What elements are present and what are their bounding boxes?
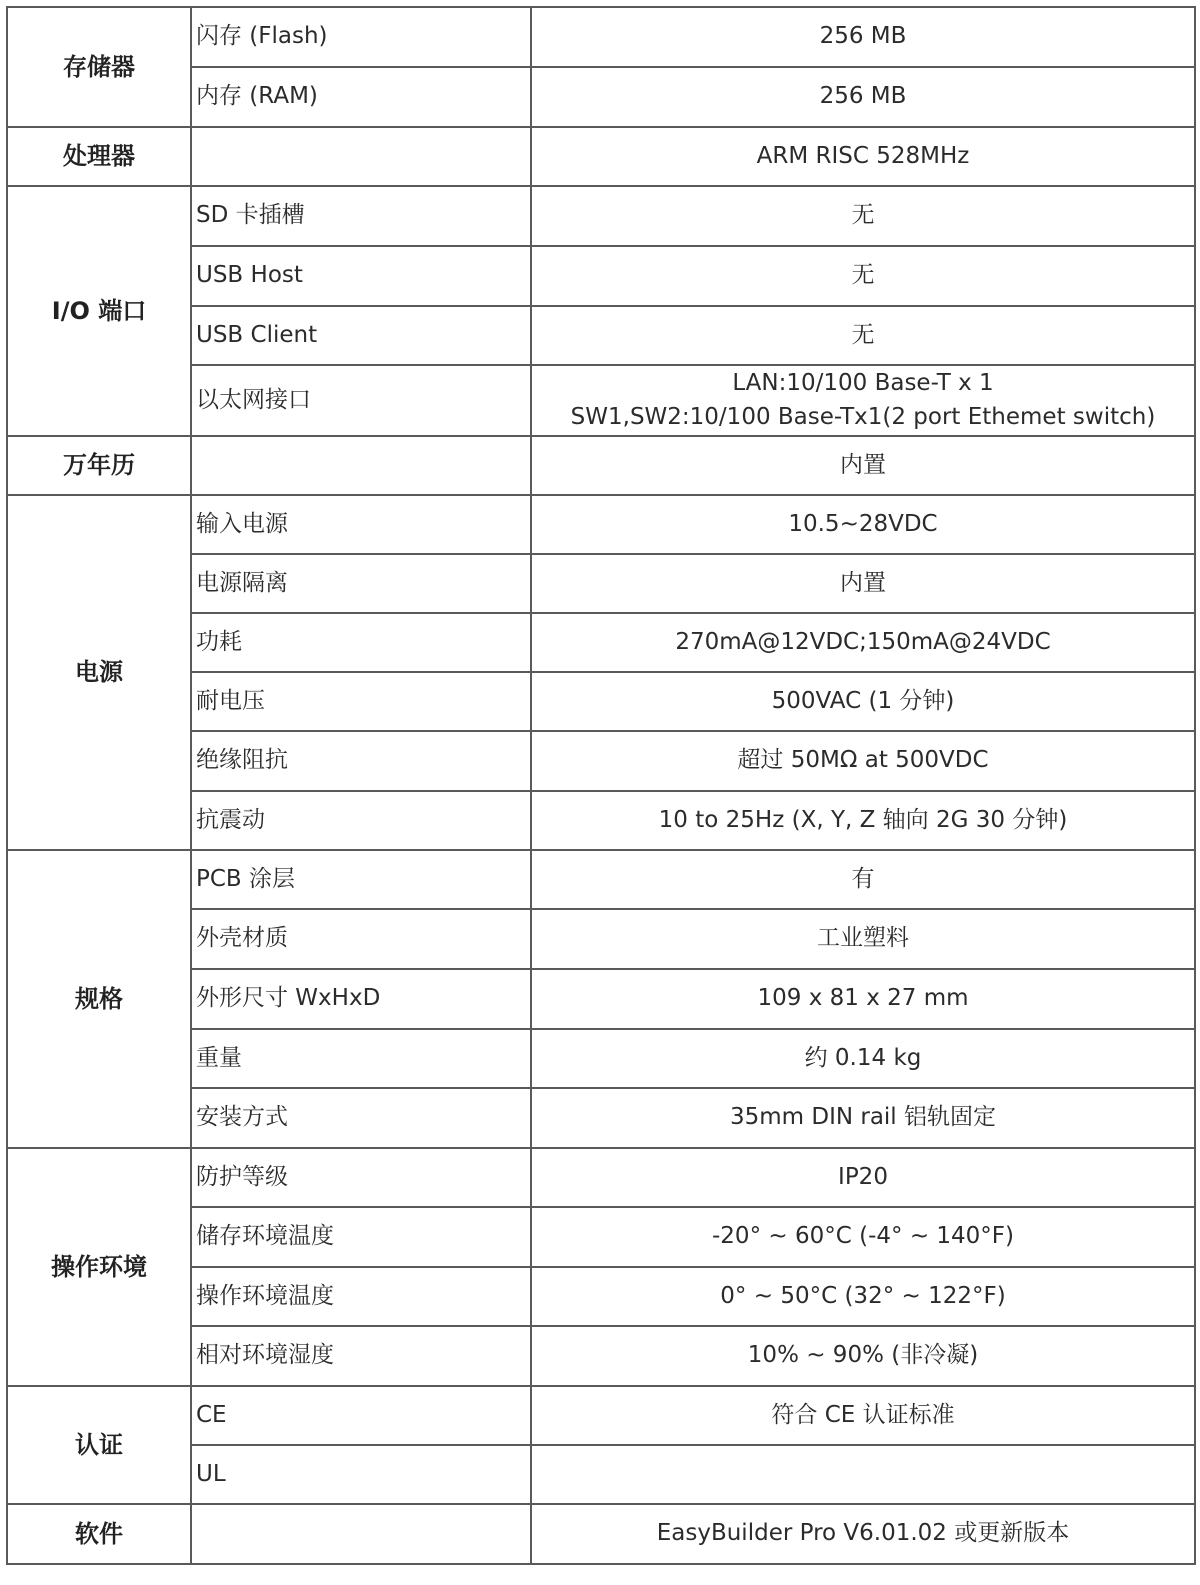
spec-value: 10 to 25Hz (X, Y, Z 轴向 2G 30 分钟) xyxy=(531,791,1195,850)
spec-value: 270mA@12VDC;150mA@24VDC xyxy=(531,613,1195,672)
spec-label: 抗震动 xyxy=(191,791,531,850)
spec-row xyxy=(7,1504,1195,1564)
spec-label: 外形尺寸 WxHxD xyxy=(191,969,531,1029)
spec-value xyxy=(531,1445,1195,1504)
spec-label: 防护等级 xyxy=(191,1148,531,1207)
spec-label: 耐电压 xyxy=(191,672,531,731)
spec-label xyxy=(191,127,531,186)
spec-row xyxy=(7,850,1195,909)
spec-value: 109 x 81 x 27 mm xyxy=(531,969,1195,1029)
spec-label: SD 卡插槽 xyxy=(191,186,531,246)
spec-label xyxy=(191,1504,531,1564)
spec-value: 超过 50MΩ at 500VDC xyxy=(531,731,1195,791)
spec-value: ARM RISC 528MHz xyxy=(531,127,1195,186)
spec-value: IP20 xyxy=(531,1148,1195,1207)
spec-table xyxy=(6,6,1196,1565)
spec-value: 内置 xyxy=(531,436,1195,495)
spec-label: 储存环境温度 xyxy=(191,1207,531,1267)
section-heading: 规格 xyxy=(7,850,191,1148)
spec-value: 无 xyxy=(531,246,1195,306)
spec-label: 以太网接口 xyxy=(191,365,531,436)
spec-value: 内置 xyxy=(531,554,1195,613)
section-heading: I/O 端口 xyxy=(7,186,191,436)
spec-label: USB Client xyxy=(191,306,531,365)
spec-row xyxy=(7,436,1195,495)
spec-label: 重量 xyxy=(191,1029,531,1088)
spec-row xyxy=(7,186,1195,246)
spec-label: CE xyxy=(191,1386,531,1445)
spec-label xyxy=(191,436,531,495)
spec-row xyxy=(7,7,1195,67)
spec-label: 安装方式 xyxy=(191,1088,531,1148)
section-heading: 软件 xyxy=(7,1504,191,1564)
spec-row xyxy=(7,1148,1195,1207)
spec-value: 10.5~28VDC xyxy=(531,495,1195,554)
spec-value-line: LAN:10/100 Base-T x 1 xyxy=(732,370,994,397)
spec-value: 35mm DIN rail 铝轨固定 xyxy=(531,1088,1195,1148)
spec-label: 电源隔离 xyxy=(191,554,531,613)
spec-value: 10% ~ 90% (非冷凝) xyxy=(531,1326,1195,1386)
spec-row xyxy=(7,127,1195,186)
spec-value: -20° ~ 60°C (-4° ~ 140°F) xyxy=(531,1207,1195,1267)
spec-value: 符合 CE 认证标准 xyxy=(531,1386,1195,1445)
spec-label: 闪存 (Flash) xyxy=(191,7,531,67)
section-heading: 电源 xyxy=(7,495,191,850)
spec-label: 功耗 xyxy=(191,613,531,672)
spec-label: 输入电源 xyxy=(191,495,531,554)
spec-label: UL xyxy=(191,1445,531,1504)
section-heading: 认证 xyxy=(7,1386,191,1504)
spec-value: 无 xyxy=(531,186,1195,246)
spec-label: 外壳材质 xyxy=(191,909,531,969)
spec-value-line: SW1,SW2:10/100 Base-Tx1(2 port Ethemet switch) xyxy=(570,403,1156,430)
spec-value: 256 MB xyxy=(531,67,1195,127)
spec-value: 工业塑料 xyxy=(531,909,1195,969)
spec-table-body xyxy=(7,7,1195,1564)
spec-value: 约 0.14 kg xyxy=(531,1029,1195,1088)
spec-row xyxy=(7,495,1195,554)
spec-label: 绝缘阻抗 xyxy=(191,731,531,791)
section-heading: 操作环境 xyxy=(7,1148,191,1386)
spec-value: EasyBuilder Pro V6.01.02 或更新版本 xyxy=(531,1504,1195,1564)
spec-value: 256 MB xyxy=(531,7,1195,67)
spec-row xyxy=(7,1386,1195,1445)
spec-label: 操作环境温度 xyxy=(191,1267,531,1326)
spec-label: PCB 涂层 xyxy=(191,850,531,909)
section-heading: 处理器 xyxy=(7,127,191,186)
spec-label: USB Host xyxy=(191,246,531,306)
spec-label: 相对环境湿度 xyxy=(191,1326,531,1386)
section-heading: 存储器 xyxy=(7,7,191,127)
spec-value: 500VAC (1 分钟) xyxy=(531,672,1195,731)
spec-value: 有 xyxy=(531,850,1195,909)
spec-label: 内存 (RAM) xyxy=(191,67,531,127)
spec-value xyxy=(531,365,1195,436)
spec-value: 无 xyxy=(531,306,1195,365)
section-heading: 万年历 xyxy=(7,436,191,495)
spec-value: 0° ~ 50°C (32° ~ 122°F) xyxy=(531,1267,1195,1326)
